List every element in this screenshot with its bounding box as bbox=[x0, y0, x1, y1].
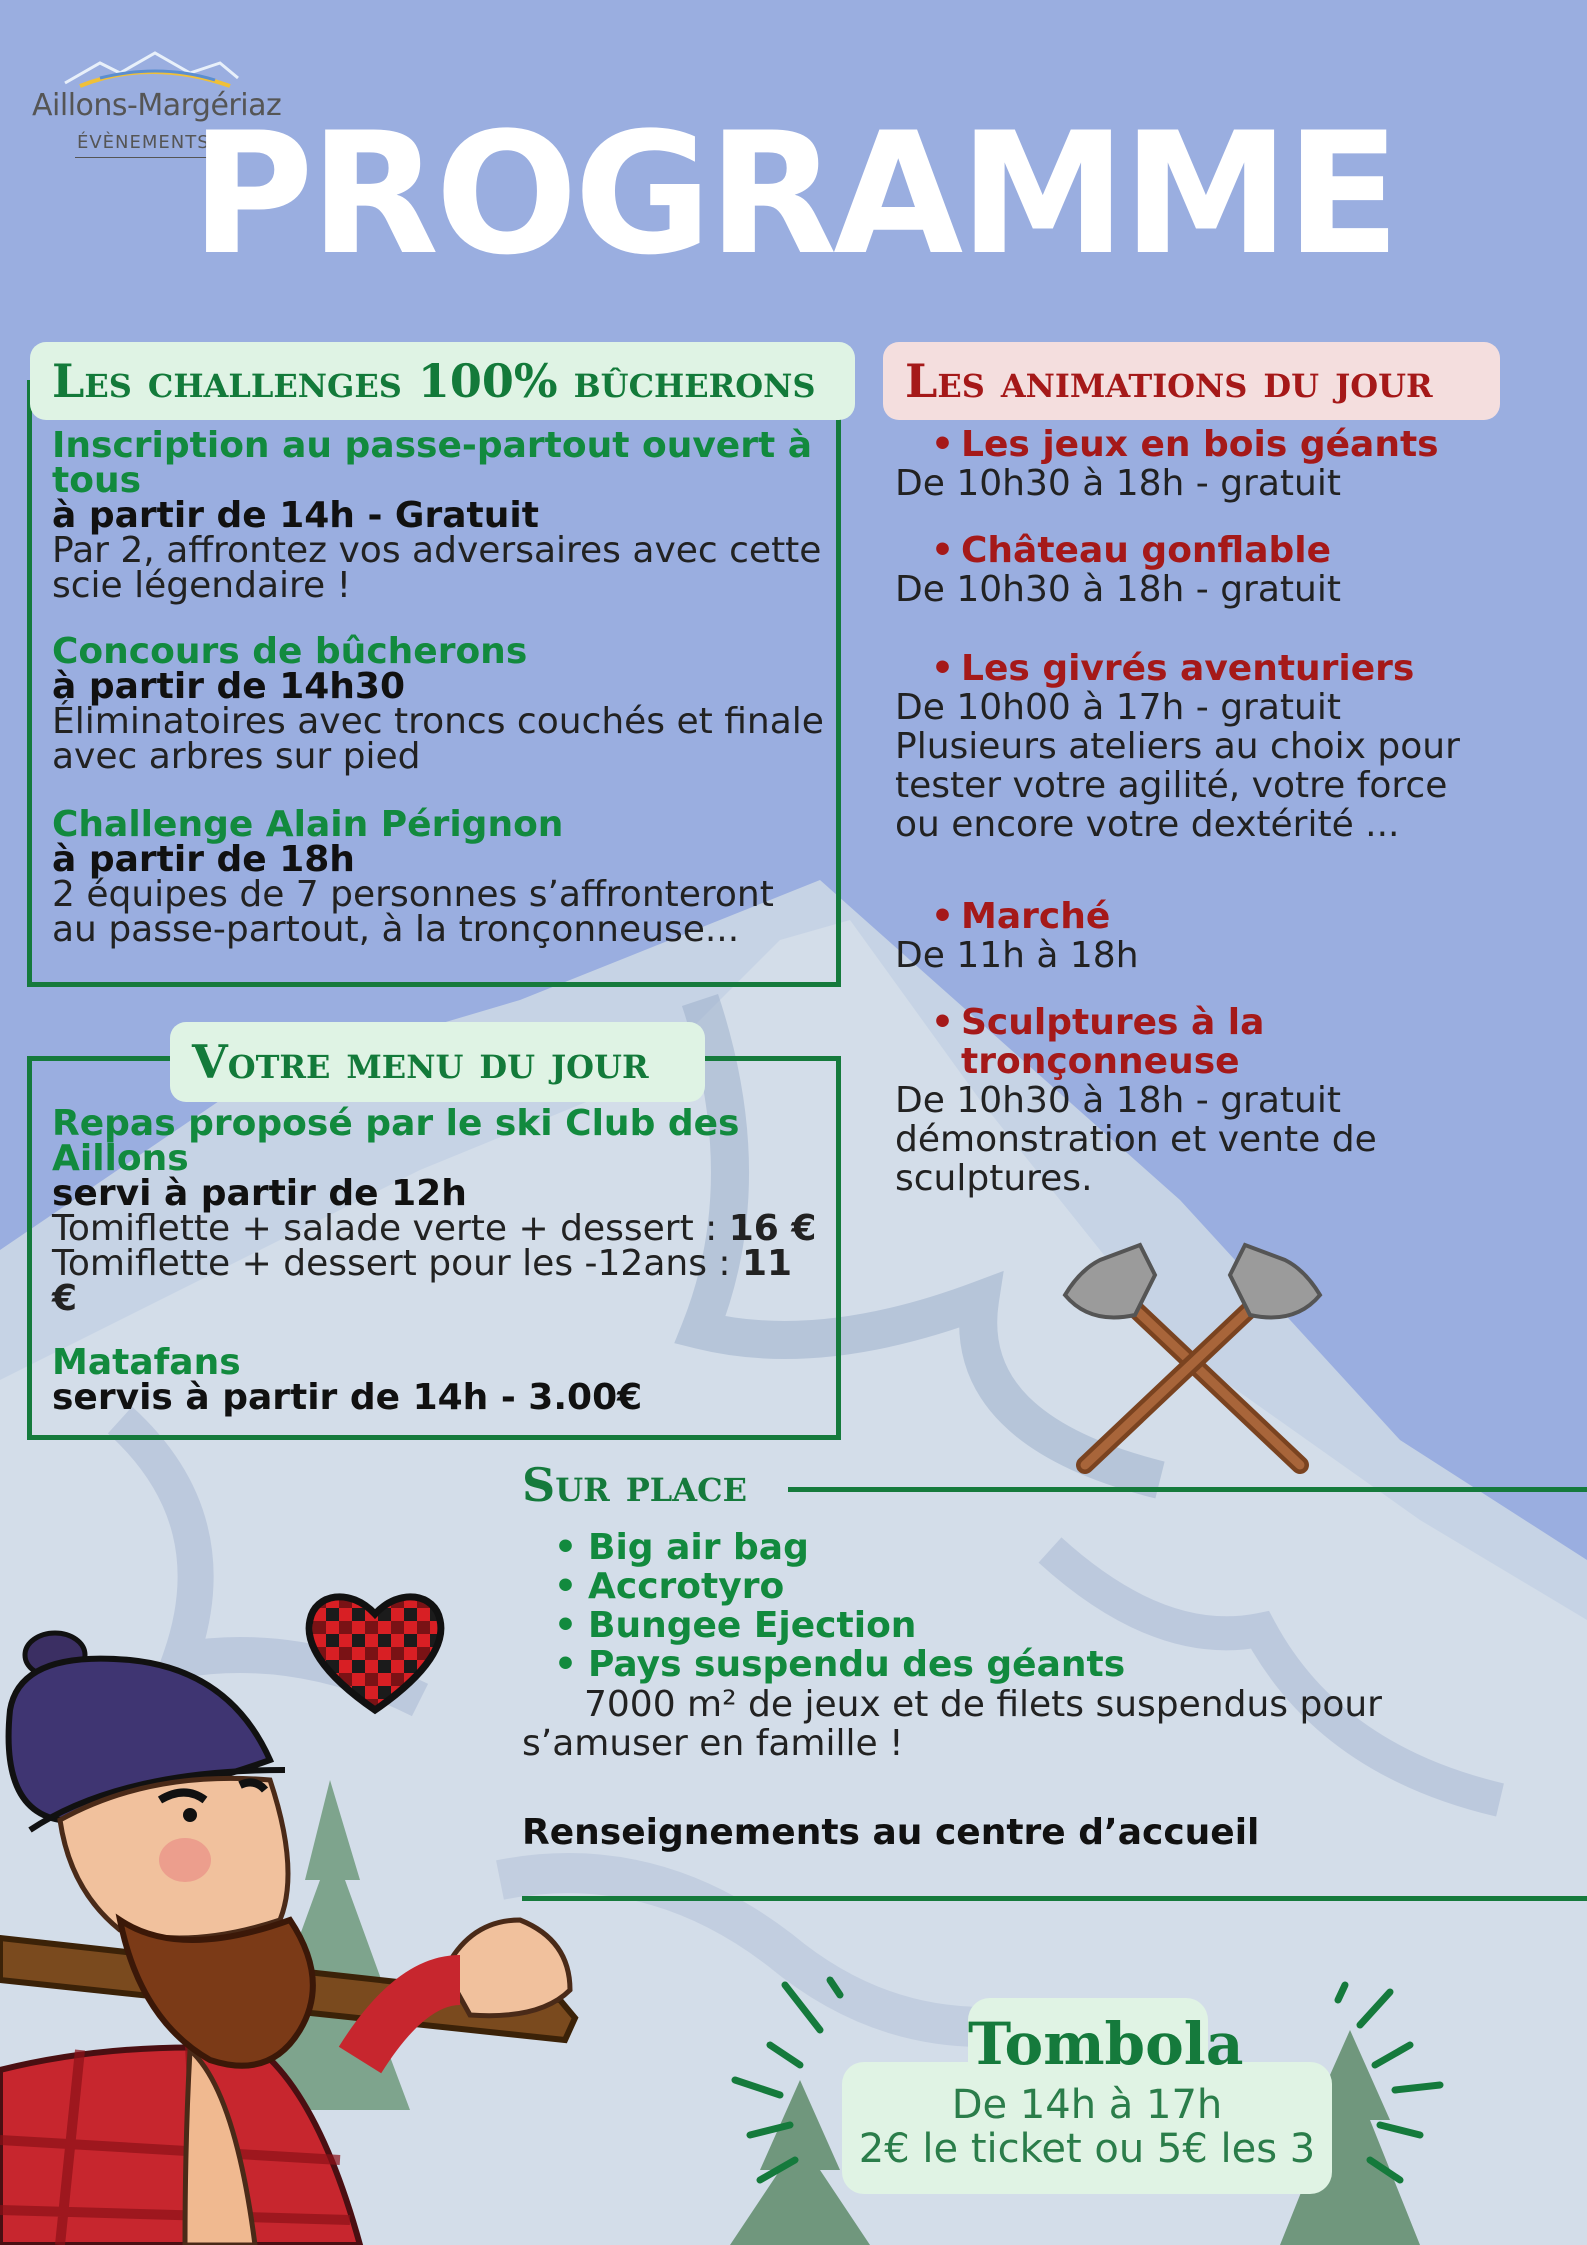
challenge-time: à partir de 18h bbox=[52, 839, 355, 880]
animation-item bbox=[895, 425, 1495, 503]
lumberjack-illustration bbox=[0, 1620, 660, 2245]
surplace-item: • Big air bag bbox=[588, 1528, 1388, 1567]
logo-mountain-icon bbox=[60, 48, 240, 93]
surplace-divider-top bbox=[788, 1487, 1587, 1492]
challenge-name: Inscription au passe-partout ouvert à tous bbox=[52, 425, 812, 501]
meal-name: Repas proposé par le ski Club des Aillons bbox=[52, 1103, 740, 1179]
animation-desc: De 10h00 à 17h - gratuit Plusieurs ateliers au choix pour tester votre agilité, votre force ou encore votre dextérité ... bbox=[895, 687, 1460, 845]
meal-time: servi à partir de 12h bbox=[52, 1173, 467, 1214]
surplace-item: • Accrotyro bbox=[588, 1567, 1388, 1606]
tombola-time: De 14h à 17h bbox=[951, 2082, 1223, 2128]
challenge-name: Concours de bûcherons bbox=[52, 631, 528, 672]
challenge-name: Challenge Alain Pérignon bbox=[52, 804, 564, 845]
challenge-desc: Éliminatoires avec troncs couchés et finale avec arbres sur pied bbox=[52, 701, 824, 777]
challenge-time: à partir de 14h - Gratuit bbox=[52, 495, 539, 536]
logo-name: Aillons-Margériaz bbox=[32, 88, 282, 123]
animation-item bbox=[895, 531, 1495, 609]
challenge-desc: Par 2, affrontez vos adversaires avec cette scie légendaire ! bbox=[52, 530, 822, 606]
surplace-item: • Bungee Ejection bbox=[588, 1606, 1388, 1645]
animation-name: • Les jeux en bois géants bbox=[961, 425, 1495, 464]
matafans-name: Matafans bbox=[52, 1342, 241, 1383]
surplace-divider-bottom bbox=[522, 1896, 1587, 1901]
meal-price2: 11 € bbox=[52, 1243, 793, 1319]
tombola-price: 2€ le ticket ou 5€ les 3 bbox=[858, 2126, 1316, 2172]
animations-header: Les animations du jour bbox=[883, 342, 1500, 420]
challenge-desc: 2 équipes de 7 personnes s’affronteront au passe-partout, à la tronçonneuse... bbox=[52, 874, 774, 950]
animation-desc: De 10h30 à 18h - gratuit démonstration et vente de sculptures. bbox=[895, 1080, 1377, 1199]
page-title: PROGRAMME bbox=[190, 96, 1397, 292]
meal-item bbox=[52, 1103, 827, 1319]
surplace-desc: 7000 m² de jeux et de filets suspendus pour s’amuser en famille ! bbox=[522, 1684, 1382, 1764]
challenge-item bbox=[52, 425, 827, 606]
logo-subtitle: ÉVÈNEMENTS bbox=[75, 132, 212, 158]
animation-name: • Marché bbox=[961, 897, 1495, 936]
animation-desc: De 10h30 à 18h - gratuit bbox=[895, 463, 1341, 504]
challenge-item bbox=[52, 631, 827, 777]
animation-name: • Les givrés aventuriers bbox=[961, 649, 1495, 688]
surplace-header: Sur place bbox=[522, 1458, 747, 1512]
meal-price1: 16 € bbox=[728, 1208, 817, 1249]
surplace-list bbox=[588, 1528, 1388, 1684]
matafans-item bbox=[52, 1342, 827, 1418]
animation-name: • Sculptures à la tronçonneuse bbox=[961, 1003, 1415, 1081]
tombola-info bbox=[842, 2083, 1332, 2171]
surplace-item: • Pays suspendu des géants bbox=[588, 1645, 1388, 1684]
animation-item bbox=[895, 1003, 1415, 1198]
challenge-item bbox=[52, 804, 827, 950]
animation-name: • Château gonflable bbox=[961, 531, 1495, 570]
animation-desc: De 11h à 18h bbox=[895, 935, 1139, 976]
matafans-time: servis à partir de 14h - 3.00€ bbox=[52, 1377, 643, 1418]
menu-header: Votre menu du jour bbox=[170, 1022, 705, 1102]
animation-desc: De 10h30 à 18h - gratuit bbox=[895, 569, 1341, 610]
animation-item bbox=[895, 649, 1495, 844]
animation-item bbox=[895, 897, 1495, 975]
challenge-time: à partir de 14h30 bbox=[52, 666, 406, 707]
crossed-axes-icon bbox=[1060, 1240, 1325, 1475]
meal-line2: Tomiflette + dessert pour les -12ans : 11 € bbox=[52, 1243, 793, 1319]
challenges-header: Les challenges 100% bûcherons bbox=[30, 342, 855, 420]
surplace-info: Renseignements au centre d’accueil bbox=[522, 1812, 1260, 1853]
meal-line1: Tomiflette + salade verte + dessert : 16 € bbox=[52, 1208, 817, 1249]
tombola-title: Tombola bbox=[968, 2010, 1244, 2078]
